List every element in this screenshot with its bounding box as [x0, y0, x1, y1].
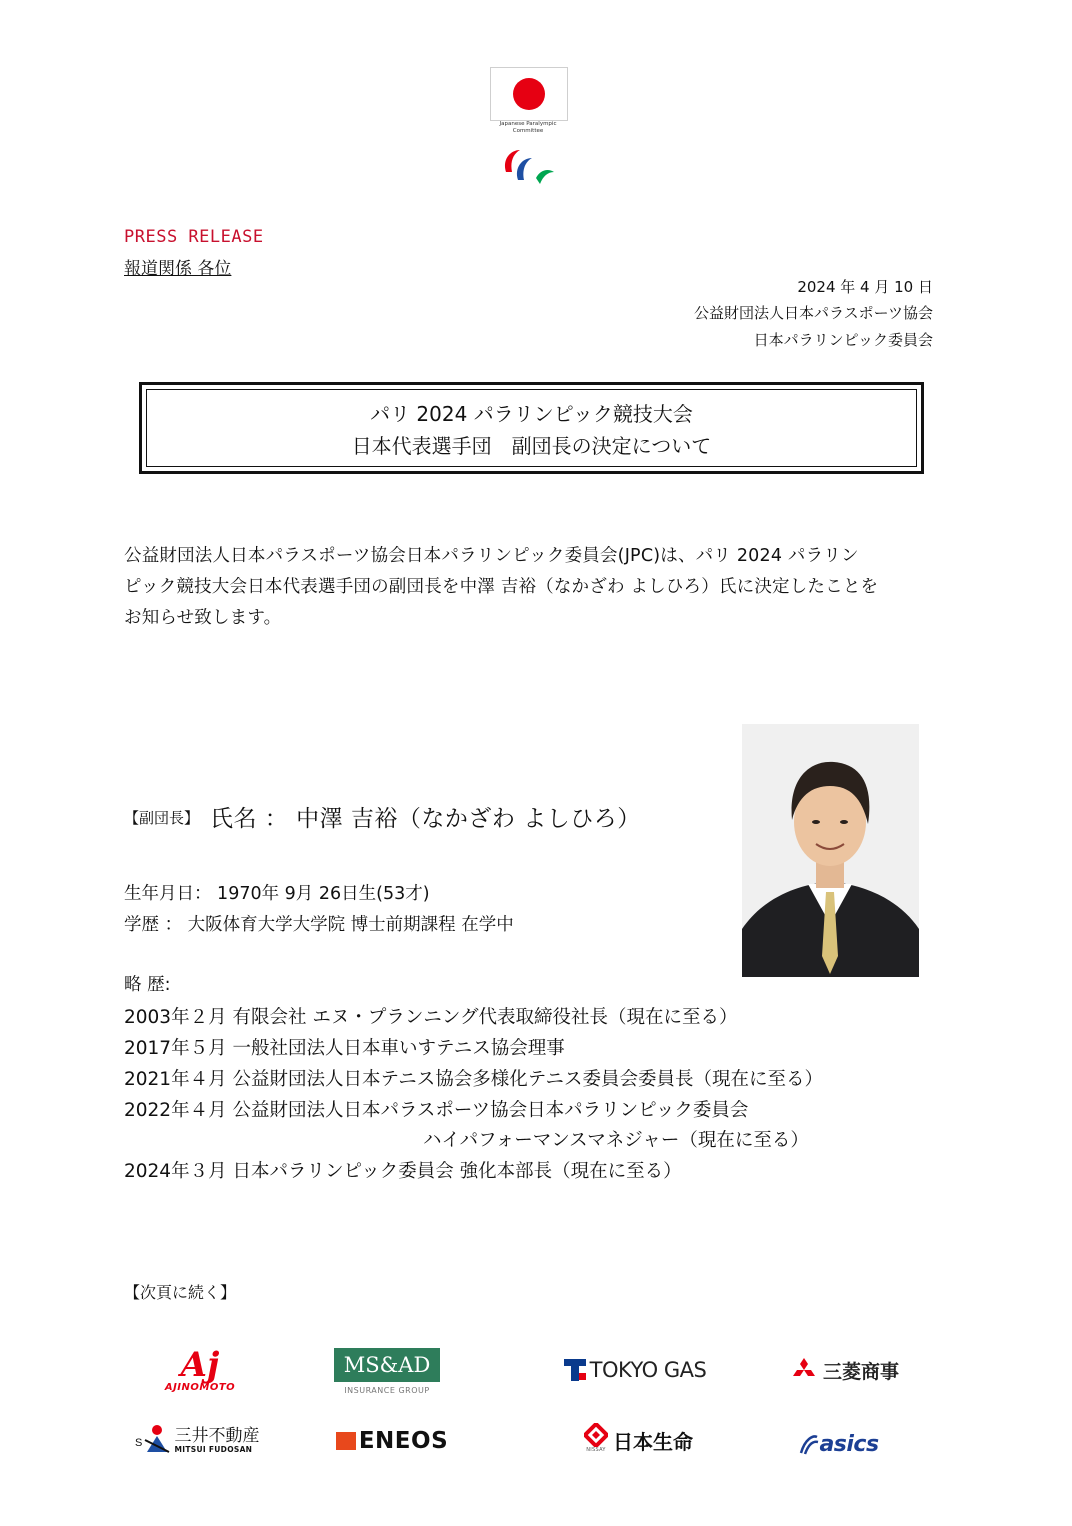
mitsui-fudosan-icon	[135, 1422, 171, 1458]
release-date: 2024 年 4 月 10 日	[797, 278, 933, 296]
jpc-logo-text	[478, 121, 578, 135]
issuer-org: 公益財団法人日本パラスポーツ協会	[694, 304, 933, 322]
document-title-line1: パリ 2024 パラリンピック競技大会	[370, 402, 693, 426]
portrait-photo	[742, 724, 919, 977]
asics-stripes-icon	[799, 1433, 819, 1455]
issuer-committee: 日本パラリンピック委員会	[753, 331, 933, 349]
history-item-continuation: ハイパフォーマンスマネジャー（現在に至る）	[423, 1130, 809, 1151]
mitsubishi-logo	[780, 1352, 910, 1388]
history-item: 2003年２月 有限会社 エヌ・プランニング代表取締役社長（現在に至る）	[124, 1007, 738, 1028]
history-item: 2024年３月 日本パラリンピック委員会 強化本部長（現在に至る）	[124, 1161, 682, 1182]
birth-date: 生年月日： 1970年 9月 26日生(53才)	[124, 884, 430, 904]
press-release-label: PRESS RELEASE	[124, 227, 264, 247]
nissay-icon	[583, 1423, 609, 1457]
mitsui-fudosan-logo	[126, 1418, 268, 1462]
intro-line-1: 公益財団法人日本パラスポーツ協会日本パラリンピック委員会(JPC)は、パリ 2024 パラリン	[124, 546, 859, 566]
three-diamonds-icon	[791, 1358, 817, 1382]
ajinomoto-logo	[155, 1340, 245, 1400]
history-item: 2022年４月 公益財団法人日本パラスポーツ協会日本パラリンピック委員会	[124, 1100, 749, 1121]
tokyo-gas-wordmark: TOKYO GAS	[589, 1358, 707, 1382]
nissay-logo	[582, 1420, 694, 1460]
msad-mark: MS&AD	[334, 1348, 440, 1382]
nissay-subtitle: NISSAY	[586, 1447, 606, 1453]
intro-line-2: ピック競技大会日本代表選手団の副団長を中澤 吉裕（なかざわ よしひろ）氏に決定したことを	[124, 577, 879, 597]
eneos-wordmark: ENEOS	[358, 1428, 449, 1454]
mitsui-fudosan-subtitle: MITSUI FUDOSAN	[174, 1444, 253, 1454]
eneos-logo	[330, 1423, 454, 1459]
role-label: 【副団長】	[124, 809, 200, 827]
msad-logo	[334, 1346, 440, 1396]
asics-wordmark: asics	[819, 1431, 879, 1457]
rising-sun-icon	[513, 78, 545, 110]
person-name: 氏名 ： 中澤 吉裕（なかざわ よしひろ）	[210, 806, 641, 832]
ajinomoto-mark: Aj	[180, 1344, 220, 1385]
mitsui-fudosan-wordmark: 三井不動産	[174, 1425, 260, 1446]
recipients-label: 報道関係 各位	[124, 259, 232, 279]
history-item: 2017年５月 一般社団法人日本車いすテニス協会理事	[124, 1038, 565, 1059]
jpc-logo-flag	[490, 67, 568, 121]
continued-next-page: 【次頁に続く】	[124, 1283, 237, 1302]
portrait-illustration	[742, 724, 919, 977]
eneos-icon	[336, 1432, 356, 1450]
logo-text-line2: Committee	[512, 128, 544, 134]
tokyo-gas-logo	[560, 1352, 710, 1388]
asics-logo	[798, 1426, 880, 1462]
nissay-wordmark: 日本生命	[613, 1429, 693, 1454]
education: 学歴 ： 大阪体育大学大学院 博士前期課程 在学中	[124, 915, 514, 935]
document-title-line2: 日本代表選手団 副団長の決定について	[351, 434, 712, 458]
nissay-mark-icon	[584, 1423, 608, 1447]
msad-subtitle: INSURANCE GROUP	[344, 1385, 430, 1395]
history-label: 略 歴:	[124, 975, 171, 995]
title-box	[139, 382, 924, 474]
tokyo-gas-icon	[564, 1359, 586, 1381]
ajinomoto-wordmark: AJINOMOTO	[164, 1381, 236, 1393]
svg-text:S: S	[134, 1437, 142, 1449]
logo-text-line1: Japanese Paralympic	[499, 121, 557, 127]
agitos-icon	[500, 142, 556, 186]
history-item: 2021年４月 公益財団法人日本テニス協会多様化テニス委員会委員長（現在に至る）	[124, 1069, 823, 1090]
intro-line-3: お知らせ致します。	[124, 608, 282, 628]
mitsubishi-wordmark: 三菱商事	[822, 1360, 899, 1383]
